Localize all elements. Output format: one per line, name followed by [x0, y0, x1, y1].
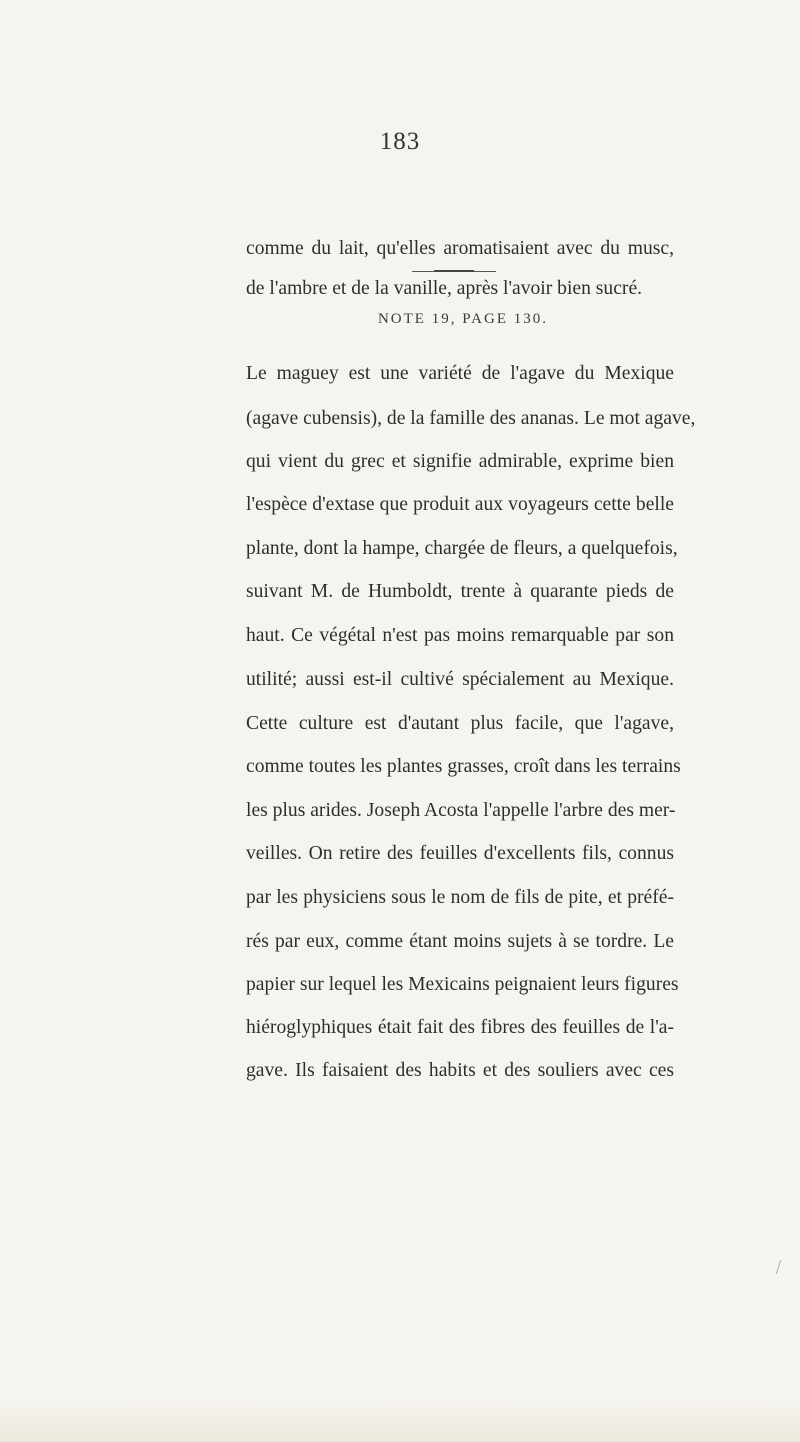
text-line: haut. Ce végétal n'est pas moins remarquable par son — [246, 625, 674, 646]
text-line: suivant M. de Humboldt, trente à quarante pieds de — [246, 581, 674, 602]
note-heading: NOTE 19, PAGE 130. — [377, 311, 549, 327]
text-line: de l'ambre et de la vanille, après l'avoir bien sucré. — [246, 278, 643, 299]
stray-ink-mark — [776, 1260, 786, 1274]
text-line: qui vient du grec et signifie admirable, exprime bien — [246, 451, 674, 472]
page-number: 183 — [379, 128, 421, 155]
text-line: comme toutes les plantes grasses, croît dans les terrains — [246, 756, 681, 777]
text-line: gave. Ils faisaient des habits et des souliers avec ces — [246, 1060, 674, 1081]
text-line: rés par eux, comme étant moins sujets à se tordre. Le — [246, 931, 674, 952]
text-line: l'espèce d'extase que produit aux voyageurs cette belle — [246, 494, 674, 515]
text-line: plante, dont la hampe, chargée de fleurs, a quelquefois, — [246, 538, 678, 559]
section-divider — [412, 271, 496, 272]
text-line: Le maguey est une variété de l'agave du Mexique — [246, 363, 674, 384]
page-edge-shadow — [0, 1402, 800, 1442]
text-line: les plus arides. Joseph Acosta l'appelle l'arbre des mer- — [246, 800, 676, 821]
text-line: (agave cubensis), de la famille des ananas. Le mot agave, — [246, 408, 696, 429]
text-line: par les physiciens sous le nom de fils de pite, et préfé- — [246, 887, 674, 908]
text-line: comme du lait, qu'elles aromatisaient avec du musc, — [246, 238, 674, 259]
text-line: utilité; aussi est-il cultivé spécialement au Mexique. — [246, 669, 674, 690]
text-line: papier sur lequel les Mexicains peignaient leurs figures — [246, 974, 679, 995]
text-line: veilles. On retire des feuilles d'excellents fils, connus — [246, 843, 674, 864]
text-line: hiéroglyphiques était fait des fibres des feuilles de l'a- — [246, 1017, 674, 1038]
text-line: Cette culture est d'autant plus facile, que l'agave, — [246, 713, 674, 734]
